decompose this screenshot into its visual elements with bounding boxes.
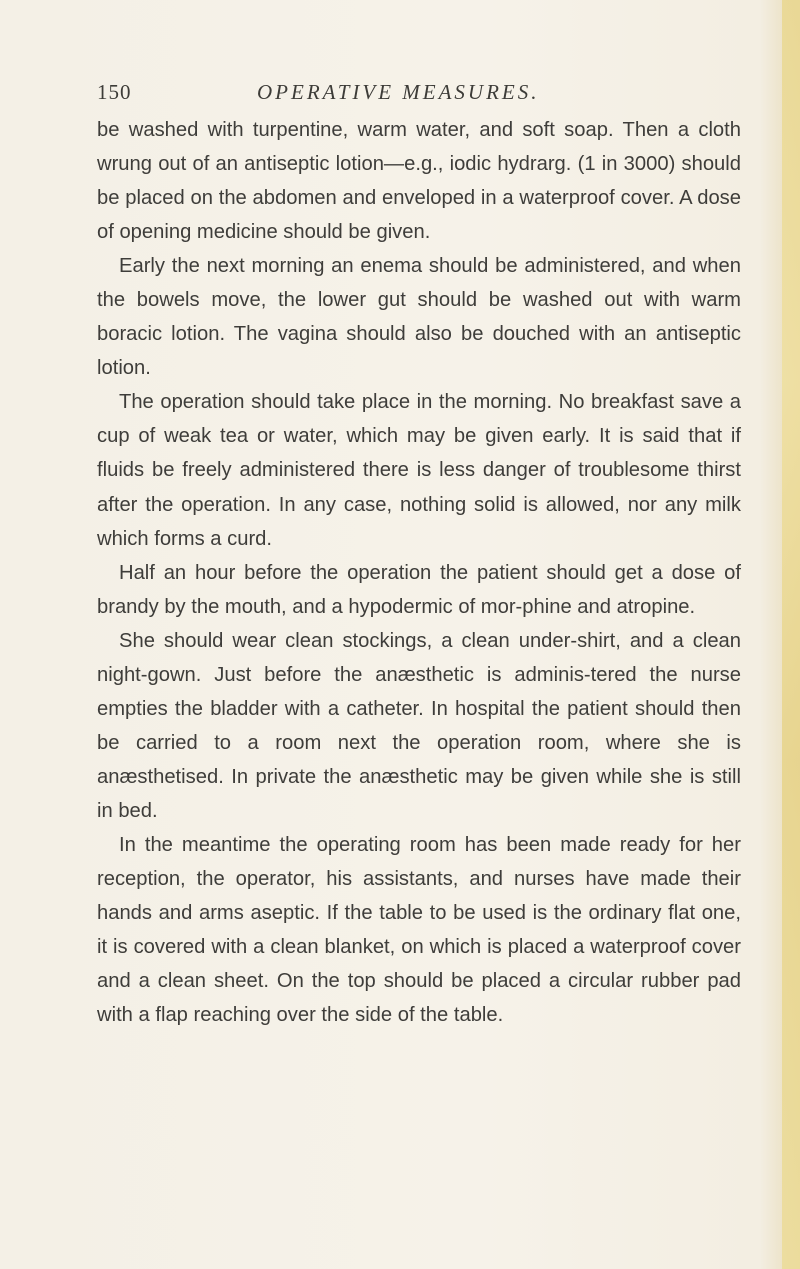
paragraph-4: Half an hour before the operation the patient should get a dose of brandy by the mouth, and a hypodermic of mor-phine and atropine. [97, 561, 741, 618]
running-head: OPERATIVE MEASURES. [257, 80, 540, 104]
page-edge-stain [782, 0, 800, 1269]
body-text [97, 113, 741, 1032]
page-number: 150 [97, 80, 132, 104]
paragraph-1: be washed with turpentine, warm water, and soft soap. Then a cloth wrung out of an antiseptic lotion—e.g., iodic hydrarg. (1 in 3000) should be placed on the abdomen and enveloped in a waterproof cover. A dose of opening medicine should be given. [97, 119, 741, 244]
paragraph-2: Early the next morning an enema should be administered, and when the bowels move, the lower gut should be washed out with warm boracic lotion. The vagina should also be douched with an antiseptic lotion. [97, 255, 741, 380]
paragraph-5: She should wear clean stockings, a clean under-shirt, and a clean night-gown. Just before the anæsthetic is adminis-tered the nurse empties the bladder with a catheter. In hospital the patient should then be carried to a room next the operation room, where she is anæsthetised. In private the anæsthetic may be given while she is still in bed. [97, 629, 741, 822]
paragraph-6: In the meantime the operating room has been made ready for her reception, the operator, his assistants, and nurses have made their hands and arms aseptic. If the table to be used is the ordinary flat one, it is covered with a clean blanket, on which is placed a waterproof cover and a clean sheet. On the top should be placed a circular rubber pad with a flap reaching over the side of the table. [97, 833, 741, 1027]
paragraph-3: The operation should take place in the morning. No breakfast save a cup of weak tea or water, which may be given early. It is said that if fluids be freely administered there is less danger of troublesome thirst after the operation. In any case, nothing solid is allowed, nor any milk which forms a curd. [97, 391, 741, 550]
